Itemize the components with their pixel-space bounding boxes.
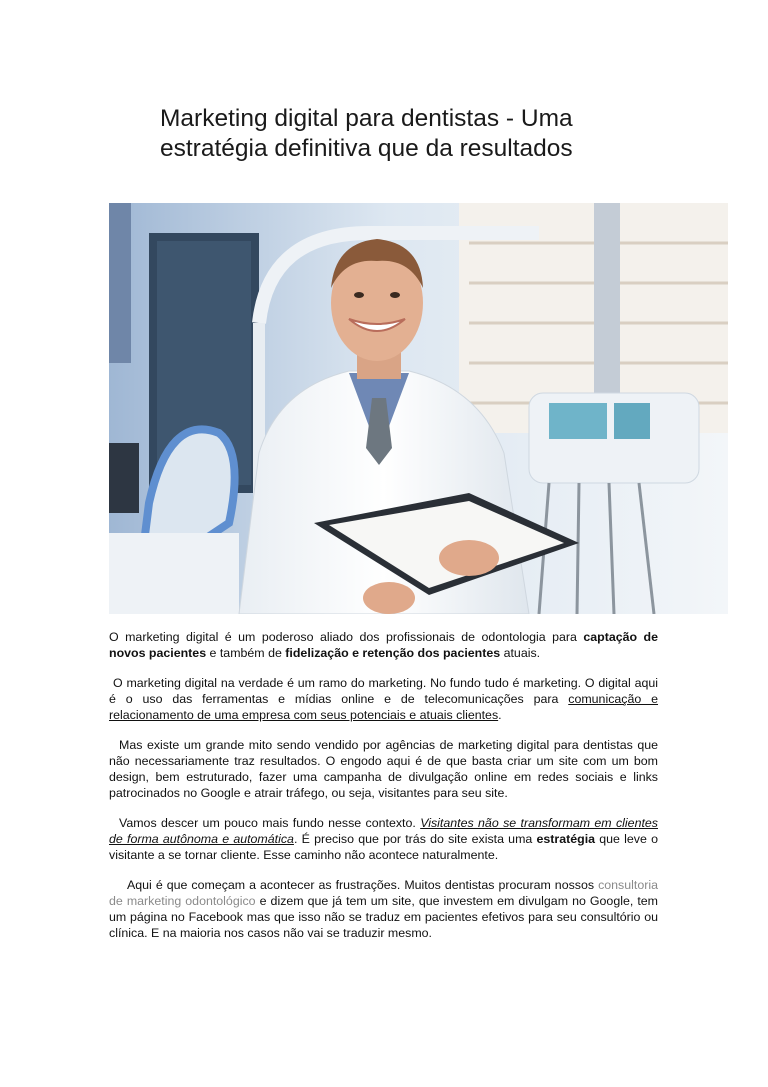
bold-fidelizacao: fidelização e retenção dos pacientes	[285, 646, 501, 660]
document-title	[160, 104, 630, 164]
title-line-1: Marketing digital para dentistas - Uma	[160, 105, 573, 132]
article-body	[109, 629, 658, 955]
bold-estrategia: estratégia	[536, 832, 596, 846]
paragraph-2: O marketing digital na verdade é um ramo do marketing. No fundo tudo é marketing. O digital aqui é o uso das ferramentas e mídias online e de telecomunicações para comunicação e relacionamento de uma empresa com seus potenciais e atuais clientes.	[109, 676, 659, 722]
dentist-photo	[109, 203, 728, 614]
underlined-comunicacao: comunicação e relacionamento de uma empresa com seus potenciais e atuais clientes	[109, 692, 659, 722]
paragraph-4: Vamos descer um pouco mais fundo nesse contexto. Visitantes não se transformam em clientes de forma autônoma e automática. É preciso que por trás do site exista uma estratégia que leve o visitante a se tornar cliente. Esse caminho não acontece naturalmente.	[109, 816, 659, 862]
paragraph-3: Mas existe um grande mito sendo vendido por agências de marketing digital para dentistas que não necessariamente traz resultados. O engodo aqui é de que basta criar um site com um bom design, bem estruturado, fazer uma campanha de divulgação online em redes sociais e links patrocinados no Google e atrair tráfego, ou seja, visitantes para seu site.	[109, 738, 658, 800]
paragraph-1: O marketing digital é um poderoso aliado dos profissionais de odontologia para captação de novos pacientes e também de fidelização e retenção dos pacientes atuais.	[109, 630, 659, 660]
italic-underlined-visitantes: Visitantes não se transformam em clientes de forma autônoma e automática	[109, 816, 658, 846]
title-line-2: estratégia definitiva que da resultados	[160, 135, 573, 162]
link-consultoria[interactable]: consultoria de marketing odontológico	[109, 878, 658, 908]
bold-captacao: captação de novos pacientes	[109, 630, 659, 660]
paragraph-5: Aqui é que começam a acontecer as frustrações. Muitos dentistas procuram nossos consultoria de marketing odontológico e dizem que já tem um site, que investem em divulgam no Google, tem um página no Facebook mas que isso não se traduz em pacientes efetivos para seu consultório ou clínica. E na maioria nos casos não vai se traduzir mesmo.	[109, 878, 659, 940]
